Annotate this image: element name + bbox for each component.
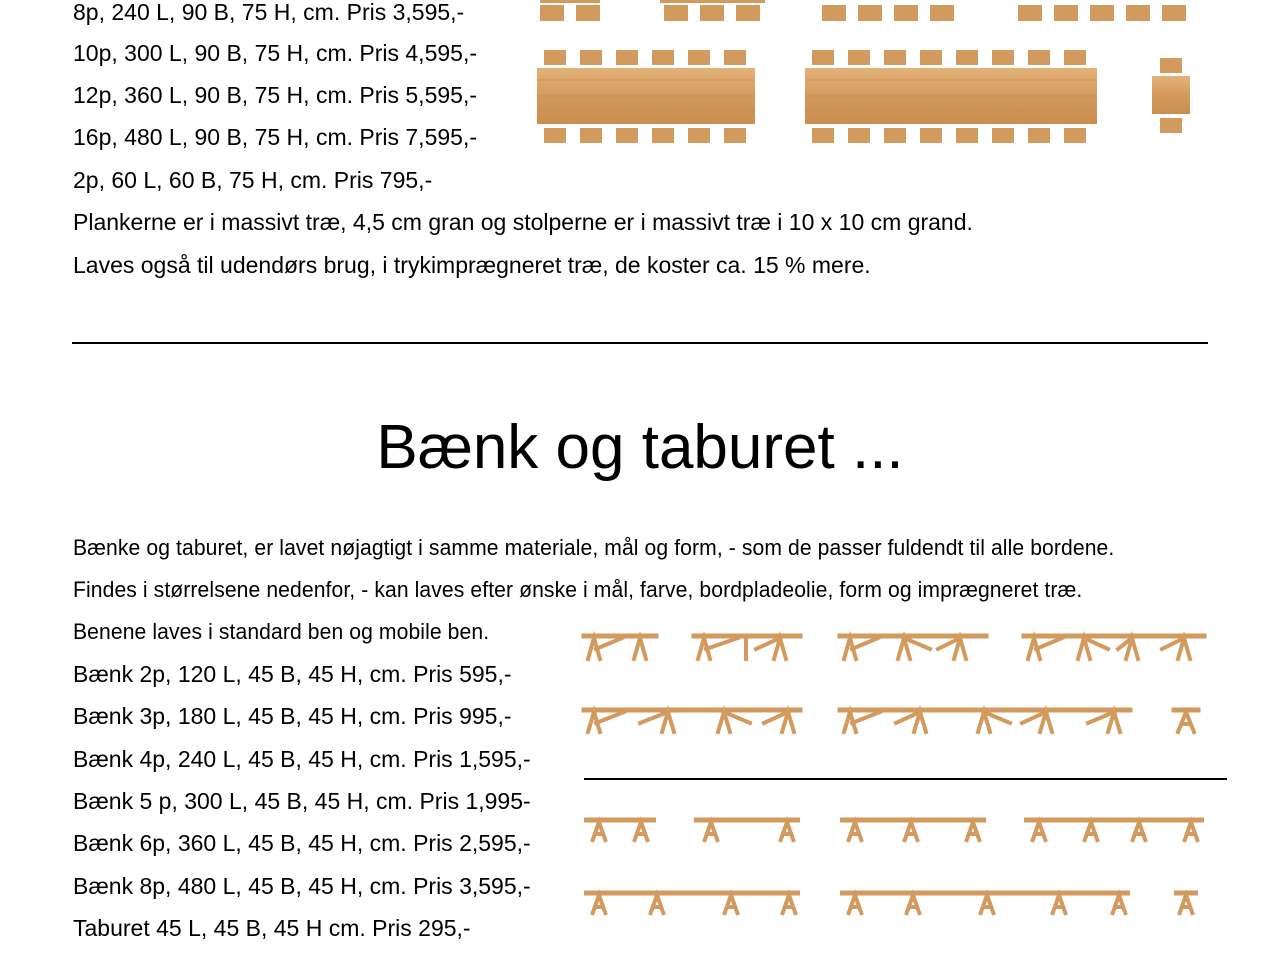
table-line-12p: 12p, 360 L, 90 B, 75 H, cm. Pris 5,595,- <box>73 82 477 108</box>
table-line-16p: 16p, 480 L, 90 B, 75 H, cm. Pris 7,595,- <box>73 124 477 150</box>
section-divider <box>72 342 1208 344</box>
bench-intro-3: Benene laves i standard ben og mobile ben. <box>73 619 490 644</box>
outdoor-note: Laves også til udendørs brug, i trykimprægneret træ, de koster ca. 15 % mere. <box>73 252 871 278</box>
bench-item-2p: Bænk 2p, 120 L, 45 B, 45 H, cm. Pris 595,- <box>73 661 512 687</box>
table-line-8p: 8p, 240 L, 90 B, 75 H, cm. Pris 3,595,- <box>73 0 465 25</box>
material-note: Plankerne er i massivt træ, 4,5 cm gran og stolperne er i massivt træ i 10 x 10 cm grand. <box>73 209 973 235</box>
bench-intro-2: Findes i størrelsene nedenfor, - kan laves efter ønske i mål, farve, bordpladeolie, form og imprægneret træ. <box>73 577 1083 602</box>
table-line-2p: 2p, 60 L, 60 B, 75 H, cm. Pris 795,- <box>73 167 433 193</box>
bench-item-4p: Bænk 4p, 240 L, 45 B, 45 H, cm. Pris 1,595,- <box>73 746 531 772</box>
bench-item-3p: Bænk 3p, 180 L, 45 B, 45 H, cm. Pris 995,- <box>73 703 512 729</box>
table-line-10p: 10p, 300 L, 90 B, 75 H, cm. Pris 4,595,- <box>73 40 477 66</box>
bench-intro-1: Bænke og taburet, er lavet nøjagtigt i samme materiale, mål og form, - som de passer fuldendt til alle bordene. <box>73 535 1115 560</box>
bench-section-title: Bænk og taburet ... <box>376 413 904 482</box>
bench-item-taburet: Taburet 45 L, 45 B, 45 H cm. Pris 295,- <box>73 915 471 941</box>
table-top-view-illustrations <box>530 0 1230 150</box>
bench-item-6p: Bænk 6p, 360 L, 45 B, 45 H, cm. Pris 2,595,- <box>73 830 531 856</box>
bench-item-8p: Bænk 8p, 480 L, 45 B, 45 H, cm. Pris 3,595,- <box>73 873 531 899</box>
bench-side-view-illustrations <box>578 625 1238 925</box>
bench-item-5p: Bænk 5 p, 300 L, 45 B, 45 H, cm. Pris 1,995- <box>73 788 531 814</box>
